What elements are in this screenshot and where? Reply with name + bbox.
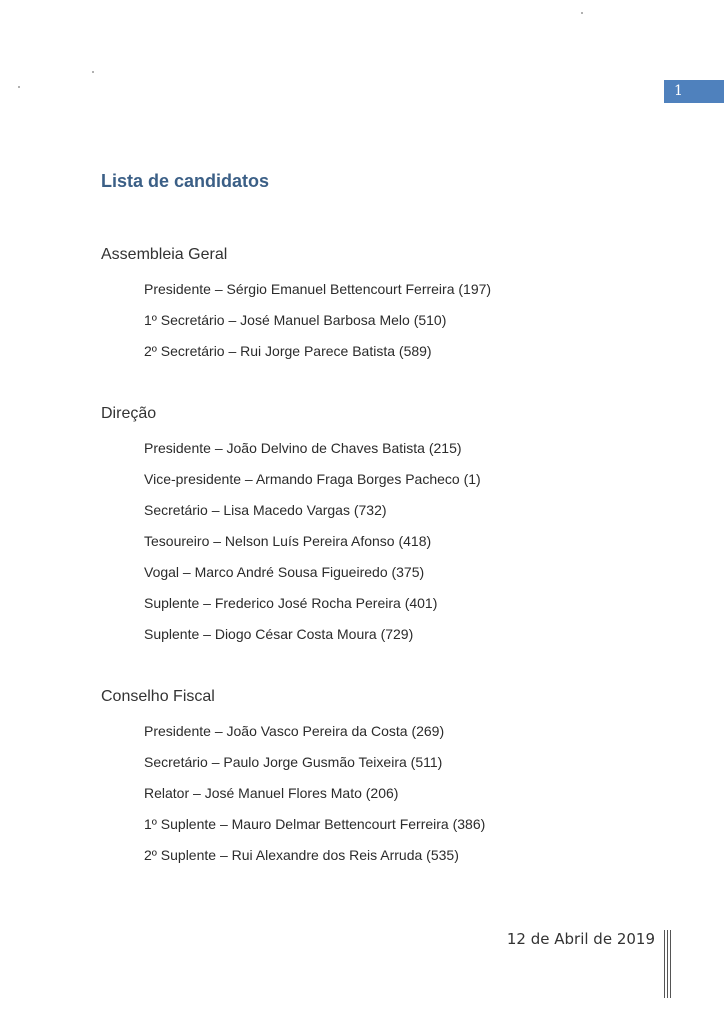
section-heading: Conselho Fiscal	[101, 688, 215, 705]
page-number-badge: 1	[664, 80, 724, 103]
page-title: Lista de candidatos	[101, 171, 270, 191]
candidate-list	[101, 274, 661, 367]
scan-speck	[18, 86, 20, 88]
scan-speck	[581, 12, 583, 14]
candidate-entry: Relator – José Manuel Flores Mato (206)	[144, 785, 399, 801]
candidate-entry: 1º Secretário – José Manuel Barbosa Melo (510)	[144, 312, 447, 328]
candidate-entry: Presidente – João Delvino de Chaves Batista (215)	[144, 440, 462, 456]
candidate-list	[101, 716, 661, 871]
section-heading: Assembleia Geral	[101, 246, 228, 263]
candidate-entry: Secretário – Lisa Macedo Vargas (732)	[144, 502, 387, 518]
candidate-entry: 1º Suplente – Mauro Delmar Bettencourt Ferreira (386)	[144, 816, 486, 832]
candidate-list	[101, 433, 661, 650]
candidate-entry: Presidente – Sérgio Emanuel Bettencourt Ferreira (197)	[144, 281, 492, 297]
section-assembleia-geral	[101, 242, 661, 367]
candidate-entry: Vice-presidente – Armando Fraga Borges Pacheco (1)	[144, 471, 481, 487]
candidate-entry: Suplente – Frederico José Rocha Pereira (401)	[144, 595, 438, 611]
section-conselho-fiscal	[101, 684, 661, 871]
scan-speck	[92, 71, 94, 73]
candidate-entry: 2º Secretário – Rui Jorge Parece Batista (589)	[144, 343, 432, 359]
section-direcao	[101, 401, 661, 650]
candidate-entry: Presidente – João Vasco Pereira da Costa (269)	[144, 723, 445, 739]
candidate-entry: Vogal – Marco André Sousa Figueiredo (375)	[144, 564, 425, 580]
candidate-entry: Tesoureiro – Nelson Luís Pereira Afonso (418)	[144, 533, 432, 549]
candidate-entry: 2º Suplente – Rui Alexandre dos Reis Arruda (535)	[144, 847, 459, 863]
candidate-entry: Suplente – Diogo César Costa Moura (729)	[144, 626, 414, 642]
section-heading: Direção	[101, 405, 157, 422]
document-date: 12 de Abril de 2019	[506, 930, 655, 948]
candidate-entry: Secretário – Paulo Jorge Gusmão Teixeira (511)	[144, 754, 443, 770]
margin-rule-lines	[664, 930, 674, 998]
